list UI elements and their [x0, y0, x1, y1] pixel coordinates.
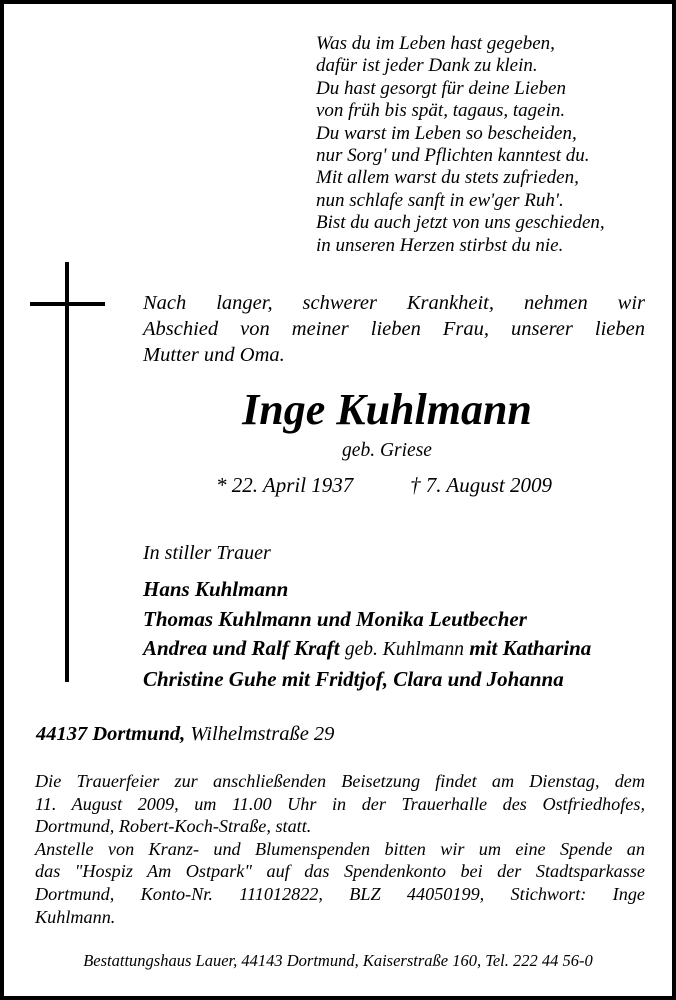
notice-line: Dortmund, Konto-Nr. 111012822, BLZ 44050199, Stichwort: Inge	[35, 883, 645, 904]
address-city: 44137 Dortmund,	[36, 723, 186, 745]
poem-line: nur Sorg' und Pflichten kanntest du.	[316, 145, 590, 167]
notice-line: 11. August 2009, um 11.00 Uhr in der Trauerhalle des Ostfriedhofes,	[35, 793, 645, 814]
cross-icon-vertical	[65, 262, 69, 682]
deceased-name: Inge Kuhlmann	[242, 385, 532, 434]
mourner-line: Christine Guhe mit Fridtjof, Clara und Johanna	[143, 666, 564, 691]
mourner-line: Thomas Kuhlmann und Monika Leutbecher	[143, 606, 527, 631]
family-address	[36, 721, 334, 747]
mourner-line: Hans Kuhlmann	[143, 577, 289, 601]
mourning-label: In stiller Trauer	[143, 542, 271, 564]
poem-line: Bist du auch jetzt von uns geschieden,	[316, 212, 605, 234]
poem-line: Du warst im Leben so bescheiden,	[316, 122, 577, 144]
mourner-maiden-name: geb. Kuhlmann	[344, 639, 465, 660]
intro-line: Abschied von meiner lieben Frau, unserer lieben	[143, 318, 645, 340]
poem-line: Du hast gesorgt für deine Lieben	[316, 77, 566, 99]
intro-text	[143, 290, 645, 368]
poem-line: nun schlafe sanft in ew'ger Ruh'.	[316, 189, 564, 211]
notice-line: Kuhlmann.	[35, 906, 116, 927]
poem-line: Was du im Leben hast gegeben,	[316, 33, 555, 54]
birth-date: * 22. April 1937	[216, 473, 354, 497]
poem-line: in unseren Herzen stirbst du nie.	[316, 234, 564, 256]
mourner-line: Andrea und Ralf Kraft geb. Kuhlmann mit Katharina	[143, 636, 592, 660]
notice-line: Die Trauerfeier zur anschließenden Beisetzung findet am Dienstag, dem	[35, 771, 645, 791]
maiden-name: geb. Griese	[342, 440, 432, 461]
intro-line: Nach langer, schwerer Krankheit, nehmen wir	[143, 292, 645, 314]
death-date: † 7. August 2009	[410, 473, 552, 497]
poem	[316, 33, 656, 257]
poem-line: von früh bis spät, tagaus, tagein.	[316, 100, 566, 122]
address-street: Wilhelmstraße 29	[190, 723, 335, 745]
cross-icon-horizontal	[30, 302, 105, 306]
mourners-list	[143, 575, 591, 694]
notice-line: Dortmund, Robert-Koch-Straße, statt.	[35, 816, 312, 837]
poem-line: Mit allem warst du stets zufrieden,	[316, 167, 579, 189]
poem-line: dafür ist jeder Dank zu klein.	[316, 55, 538, 77]
intro-line: Mutter und Oma.	[143, 344, 285, 366]
funeral-notice	[35, 770, 645, 928]
funeral-home-footer: Bestattungshaus Lauer, 44143 Dortmund, Kaiserstraße 160, Tel. 222 44 56-0	[83, 951, 593, 970]
notice-line: Anstelle von Kranz- und Blumenspenden bitten wir um eine Spende an	[35, 838, 645, 859]
notice-line: das "Hospiz Am Ostpark" auf das Spendenkonto bei der Stadtsparkasse	[35, 861, 645, 882]
